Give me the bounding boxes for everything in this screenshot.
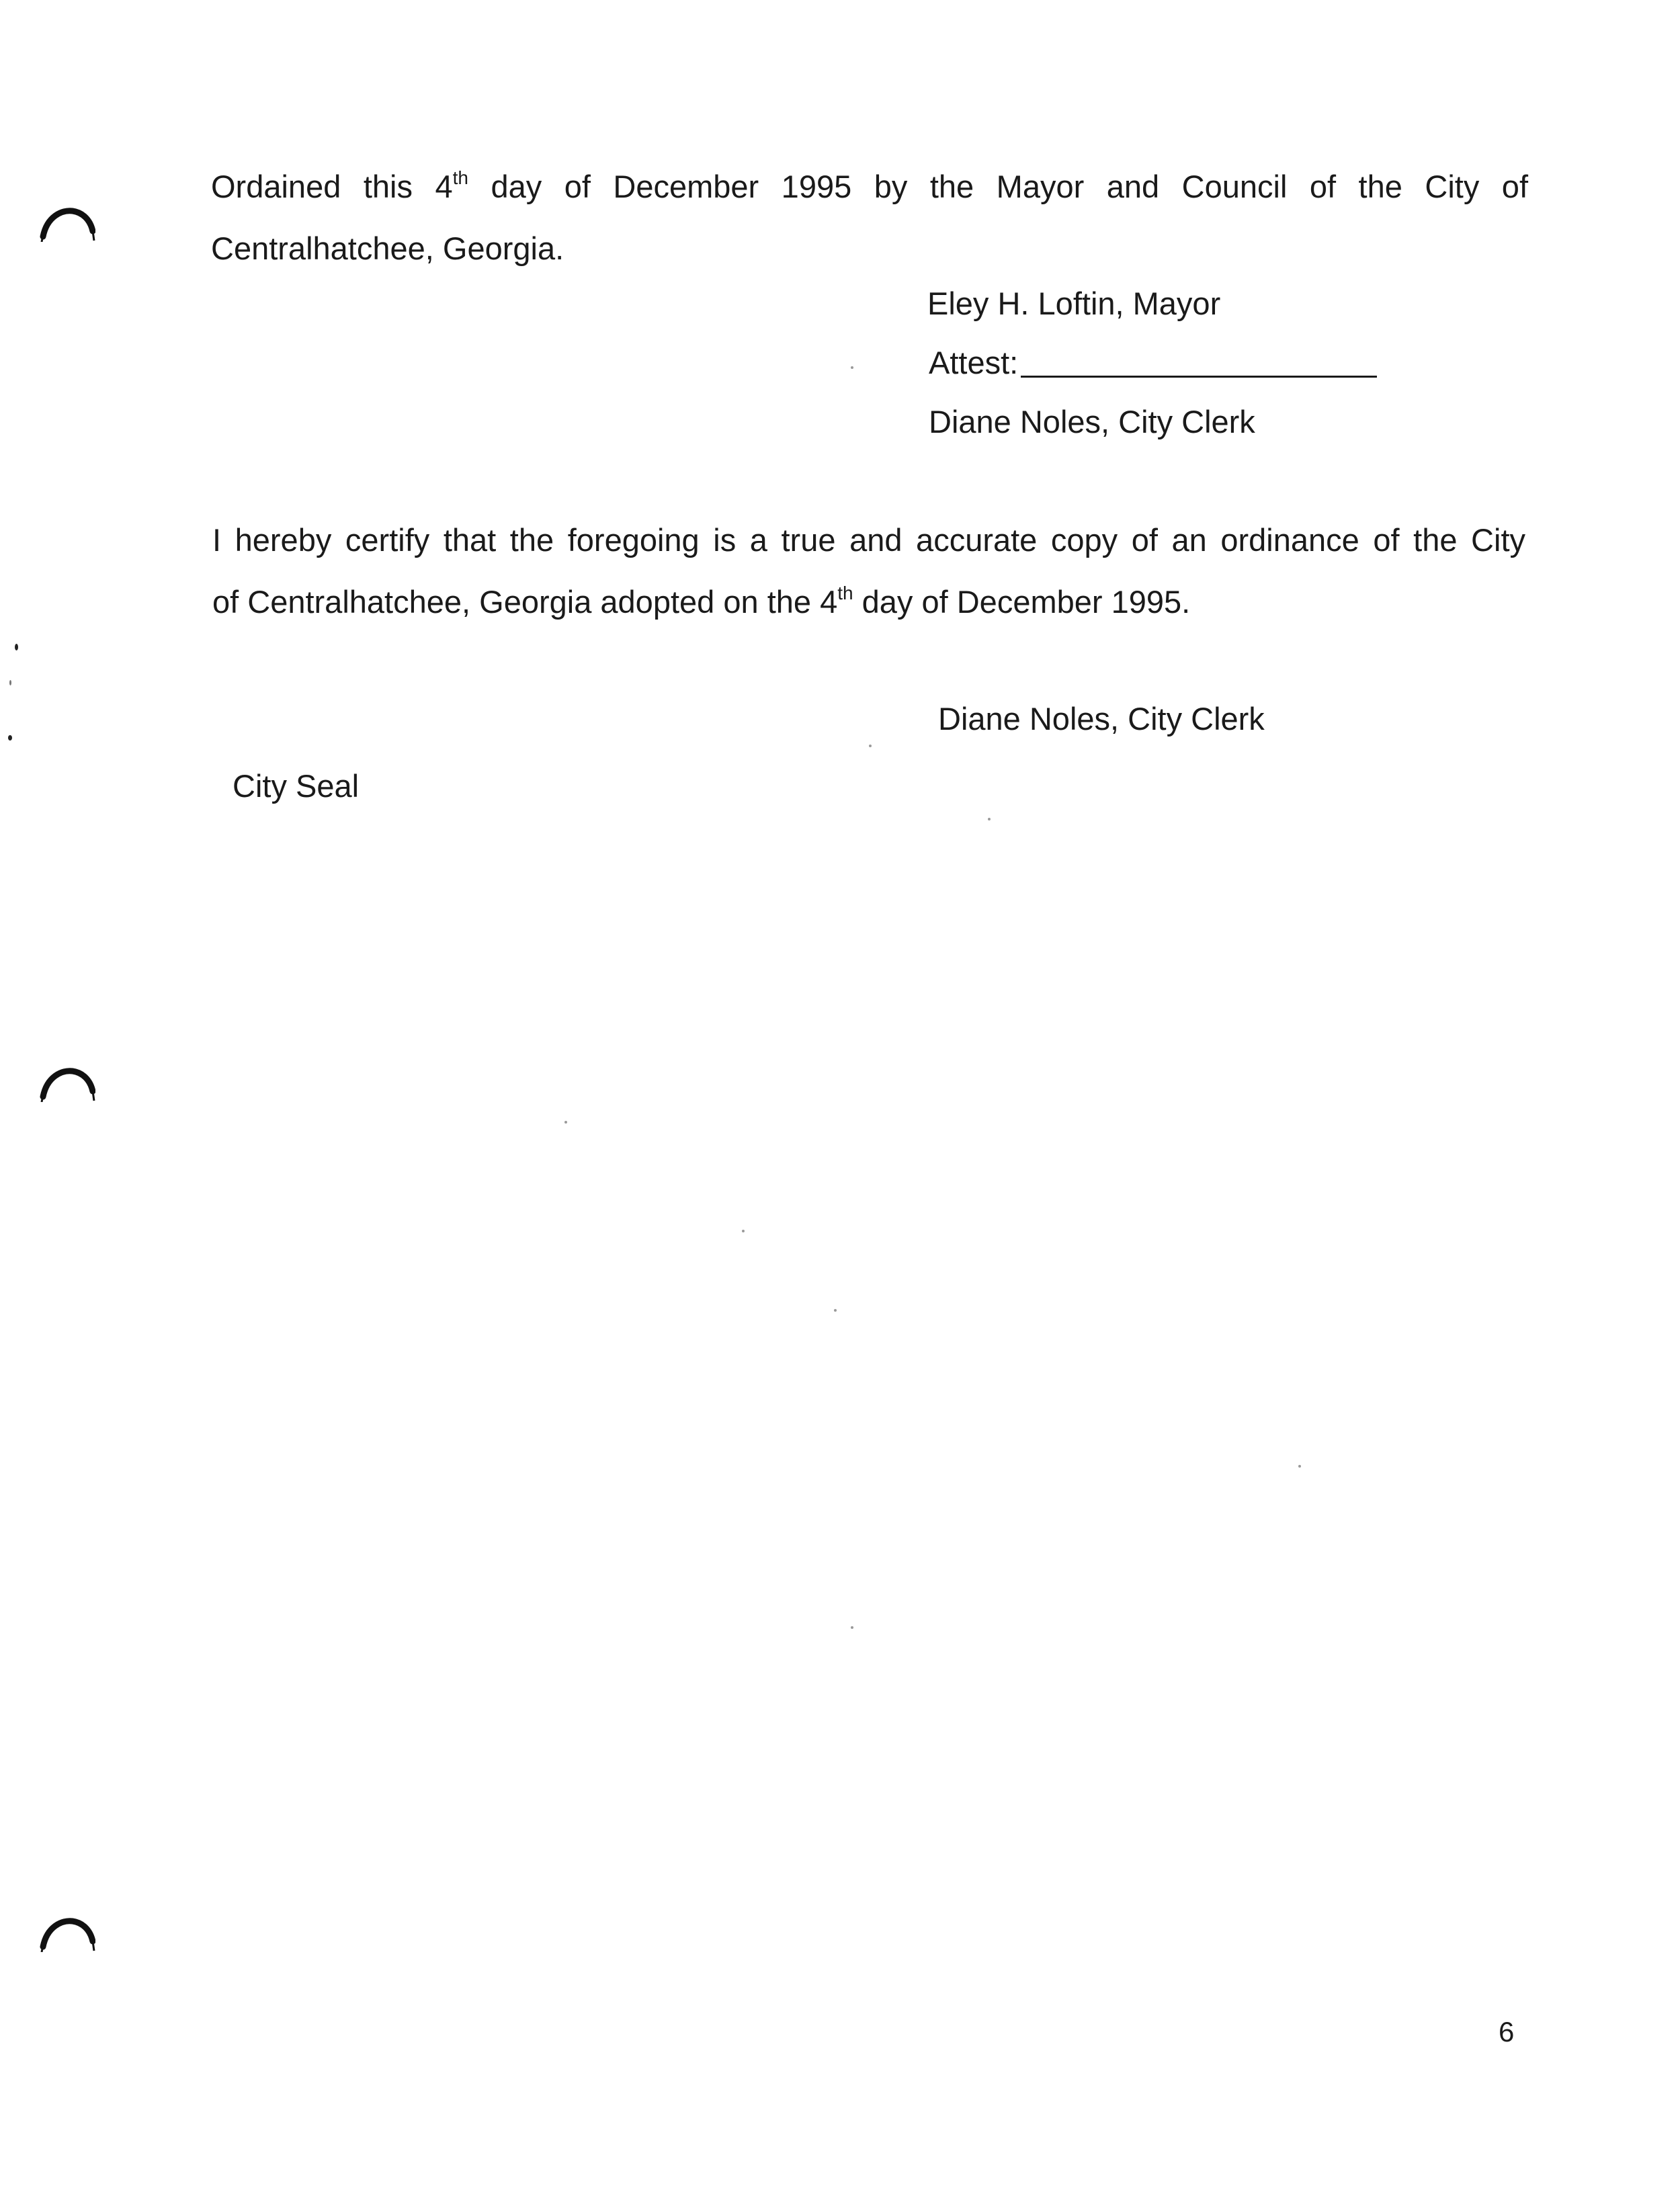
scan-speck bbox=[988, 818, 991, 820]
page-number: 6 bbox=[1499, 2016, 1515, 2048]
ordinance-line-1: Ordained this 4th day of December 1995 by the Mayor and Council of the City of bbox=[211, 167, 1528, 204]
ordinal-suffix: th bbox=[837, 583, 853, 603]
scan-speck bbox=[834, 1309, 837, 1312]
ordinance-line-2: Centralhatchee, Georgia. bbox=[211, 230, 564, 266]
punch-hole-mark-middle bbox=[39, 1062, 95, 1102]
signature-blank bbox=[1021, 376, 1377, 378]
scan-speck bbox=[1298, 1465, 1301, 1468]
attest-line bbox=[929, 347, 1377, 378]
mayor-signature: Eley H. Loftin, Mayor bbox=[927, 286, 1221, 321]
punch-hole-mark-bottom bbox=[39, 1912, 95, 1952]
ordinal-suffix: th bbox=[452, 167, 468, 188]
punch-hole-mark-top bbox=[39, 202, 95, 242]
scan-speck bbox=[869, 745, 872, 747]
scan-speck bbox=[564, 1121, 567, 1124]
scan-speck bbox=[851, 366, 853, 369]
scan-mark bbox=[8, 735, 12, 741]
clerk-signature: Diane Noles, City Clerk bbox=[929, 404, 1255, 439]
certification-clerk-signature: Diane Noles, City Clerk bbox=[938, 701, 1265, 736]
certification-line-1: I hereby certify that the foregoing is a true and accurate copy of an ordinance of the City bbox=[212, 522, 1525, 558]
scan-speck bbox=[742, 1230, 745, 1232]
scan-mark bbox=[9, 680, 11, 685]
attest-label: Attest: bbox=[929, 345, 1019, 380]
scan-speck bbox=[851, 1626, 853, 1629]
scan-mark bbox=[15, 644, 18, 650]
certification-line-2: of Centralhatchee, Georgia adopted on the 4th day of December 1995. bbox=[212, 583, 1191, 620]
city-seal-label: City Seal bbox=[233, 768, 360, 804]
